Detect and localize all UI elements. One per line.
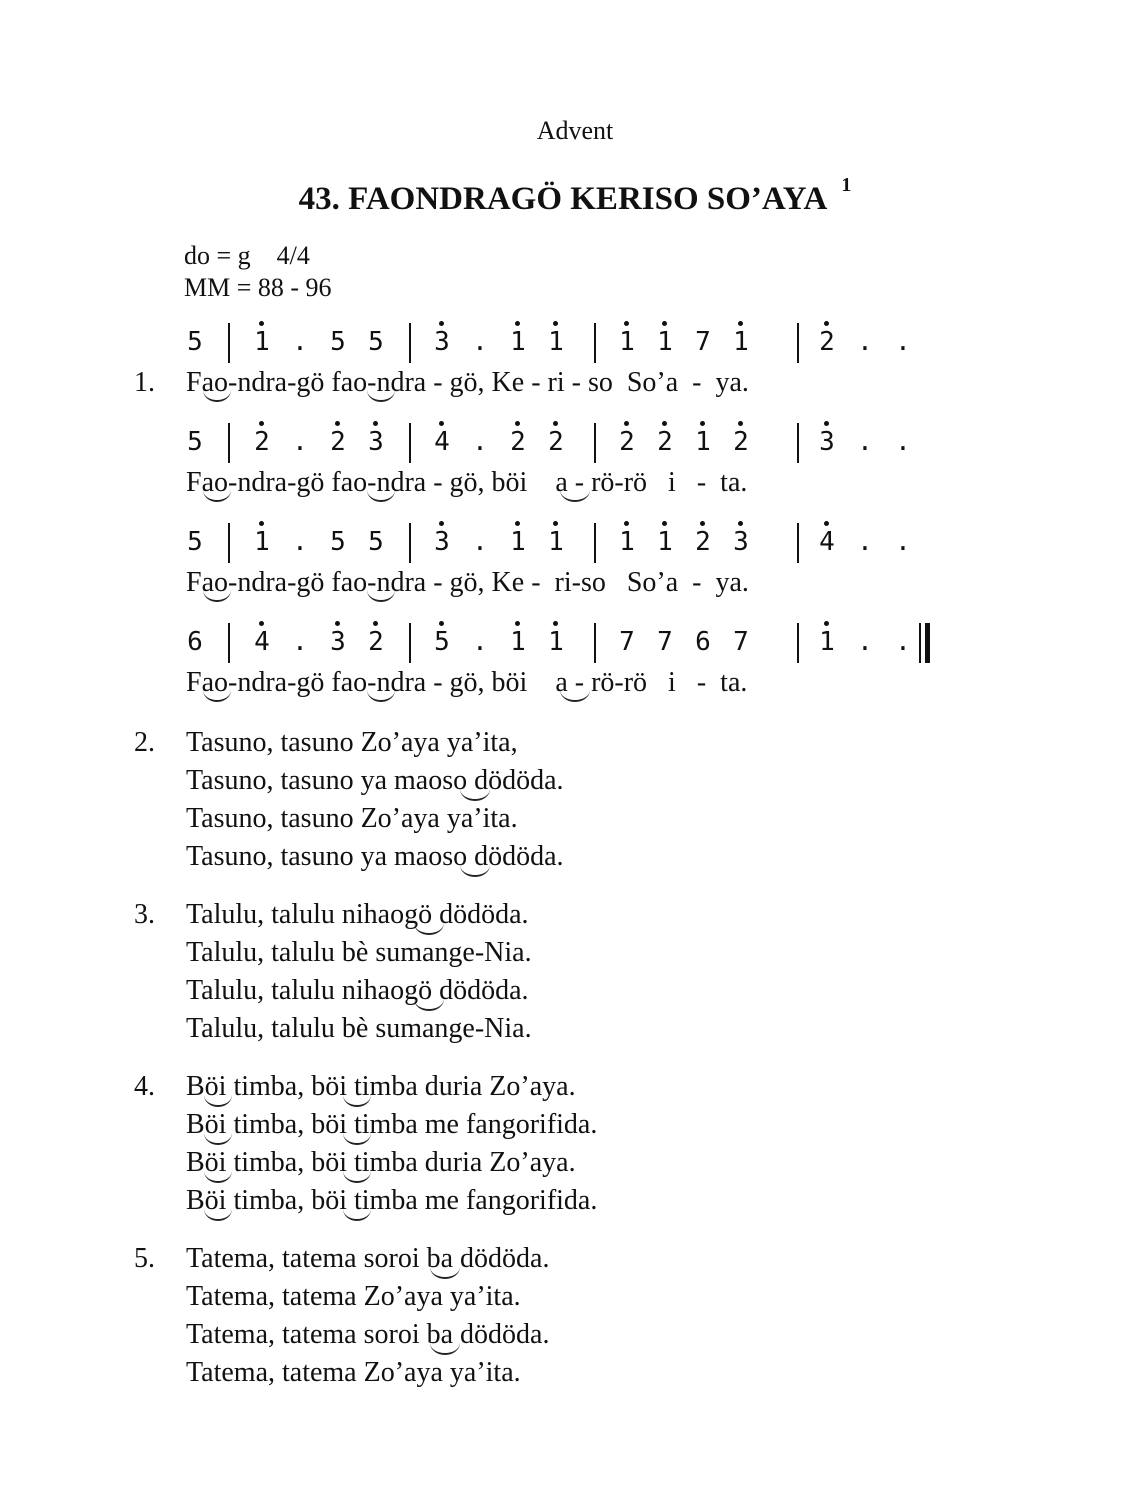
note-number: 7 <box>619 627 635 657</box>
note-number: 7 <box>733 627 749 657</box>
stanza-line: Tasuno, tasuno Zo’aya ya’ita. <box>186 803 518 834</box>
octave-dot <box>373 421 378 426</box>
octave-dot <box>515 621 520 626</box>
note-number: 1 <box>506 627 530 657</box>
note-dot-extension: . <box>895 327 911 357</box>
note-number: 1 <box>250 327 274 357</box>
note-number: 6 <box>187 627 203 657</box>
stanza-line: Böi timba, böi timba duria Zo’aya. <box>186 1147 576 1178</box>
octave-dot <box>824 521 829 526</box>
note-number: 7 <box>695 327 711 357</box>
note-number: 2 <box>364 627 388 657</box>
stanza-line: Böi timba, böi timba me fangorifida. <box>186 1185 598 1216</box>
octave-dot <box>335 621 340 626</box>
bar-line <box>409 423 411 463</box>
note-number: 1 <box>691 427 715 457</box>
note-number: 5 <box>187 427 203 457</box>
octave-dot <box>624 521 629 526</box>
octave-dot <box>553 521 558 526</box>
octave-dot <box>259 521 264 526</box>
octave-dot <box>259 321 264 326</box>
stanza-line: Talulu, talulu nihaogö dödöda. <box>186 975 529 1006</box>
note-number: 2 <box>815 327 839 357</box>
note-number: 2 <box>691 527 715 557</box>
stanza-line: Tasuno, tasuno ya maoso dödöda. <box>186 765 564 796</box>
octave-dot <box>515 421 520 426</box>
bar-line <box>228 523 230 563</box>
verse-number: 5. <box>134 1243 155 1274</box>
note-number: 5 <box>368 327 384 357</box>
stanza-line: Talulu, talulu bè sumange-Nia. <box>186 937 532 968</box>
note-number: 1 <box>506 527 530 557</box>
note-dot-extension: . <box>292 627 308 657</box>
key-signature: do = g <box>184 241 251 270</box>
note-number: 3 <box>815 427 839 457</box>
footnote-marker: 1 <box>841 174 852 196</box>
stanza-line: Tasuno, tasuno ya maoso dödöda. <box>186 841 564 872</box>
stanza-line: Tasuno, tasuno Zo’aya ya’ita, <box>186 727 518 758</box>
octave-dot <box>515 321 520 326</box>
stanza-line: Tatema, tatema soroi ba dödöda. <box>186 1319 550 1350</box>
stanza-line: Böi timba, böi timba me fangorifida. <box>186 1109 598 1140</box>
note-number: 1 <box>544 627 568 657</box>
note-dot-extension: . <box>292 427 308 457</box>
stanza-line: Tatema, tatema soroi ba dödöda. <box>186 1243 550 1274</box>
note-dot-extension: . <box>292 527 308 557</box>
note-number: 1 <box>615 327 639 357</box>
note-dot-extension: . <box>857 527 873 557</box>
bar-line <box>409 323 411 363</box>
note-number: 1 <box>615 527 639 557</box>
note-dot-extension: . <box>472 527 488 557</box>
note-number: 5 <box>330 327 346 357</box>
section-heading: Advent <box>536 116 614 145</box>
note-number: 2 <box>506 427 530 457</box>
note-number: 1 <box>729 327 753 357</box>
verse-number: 1. <box>134 367 155 398</box>
note-number: 3 <box>430 327 454 357</box>
note-number: 4 <box>250 627 274 657</box>
octave-dot <box>624 321 629 326</box>
octave-dot <box>439 621 444 626</box>
bar-line <box>409 623 411 663</box>
octave-dot <box>738 421 743 426</box>
note-number: 4 <box>430 427 454 457</box>
note-dot-extension: . <box>292 327 308 357</box>
note-dot-extension: . <box>472 327 488 357</box>
hymn-title-text: 43. FAONDRAGÖ KERISO SO’AYA <box>298 181 828 217</box>
note-number: 2 <box>729 427 753 457</box>
octave-dot <box>662 521 667 526</box>
bar-line <box>594 523 596 563</box>
octave-dot <box>824 421 829 426</box>
note-number: 6 <box>695 627 711 657</box>
bar-line <box>409 523 411 563</box>
stanza-line: Talulu, talulu nihaogö dödöda. <box>186 899 529 930</box>
octave-dot <box>700 521 705 526</box>
stanza-line: Tatema, tatema Zo’aya ya’ita. <box>186 1357 521 1388</box>
octave-dot <box>662 421 667 426</box>
octave-dot <box>373 621 378 626</box>
note-dot-extension: . <box>472 627 488 657</box>
octave-dot <box>259 621 264 626</box>
bar-line <box>797 423 799 463</box>
note-number: 5 <box>368 527 384 557</box>
note-dot-extension: . <box>895 627 911 657</box>
lyric-line: Fao-ndra-gö fao-ndra - gö, Ke - ri - so So’a - ya. <box>186 367 749 398</box>
octave-dot <box>259 421 264 426</box>
octave-dot <box>553 321 558 326</box>
lyric-line: Fao-ndra-gö fao-ndra - gö, böi a - rö-rö i - ta. <box>186 467 748 498</box>
octave-dot <box>439 521 444 526</box>
stanza-line: Böi timba, böi timba duria Zo’aya. <box>186 1071 576 1102</box>
note-number: 5 <box>187 327 203 357</box>
bar-line <box>594 423 596 463</box>
note-number: 2 <box>250 427 274 457</box>
octave-dot <box>738 521 743 526</box>
note-number: 5 <box>330 527 346 557</box>
bar-line <box>797 323 799 363</box>
bar-line <box>228 623 230 663</box>
note-number: 1 <box>653 327 677 357</box>
note-number: 3 <box>326 627 350 657</box>
octave-dot <box>662 321 667 326</box>
octave-dot <box>824 621 829 626</box>
note-number: 7 <box>657 627 673 657</box>
note-number: 1 <box>815 627 839 657</box>
octave-dot <box>700 421 705 426</box>
octave-dot <box>335 421 340 426</box>
octave-dot <box>824 321 829 326</box>
bar-line <box>594 323 596 363</box>
note-dot-extension: . <box>857 327 873 357</box>
note-number: 4 <box>815 527 839 557</box>
note-dot-extension: . <box>472 427 488 457</box>
note-dot-extension: . <box>857 627 873 657</box>
octave-dot <box>553 421 558 426</box>
bar-line <box>797 623 799 663</box>
octave-dot <box>553 621 558 626</box>
note-number: 1 <box>544 327 568 357</box>
verse-number: 3. <box>134 899 155 930</box>
bar-line <box>594 623 596 663</box>
octave-dot <box>624 421 629 426</box>
note-number: 1 <box>544 527 568 557</box>
note-dot-extension: . <box>895 527 911 557</box>
stanza-line: Talulu, talulu bè sumange-Nia. <box>186 1013 532 1044</box>
note-number: 3 <box>430 527 454 557</box>
octave-dot <box>439 421 444 426</box>
note-number: 1 <box>653 527 677 557</box>
note-number: 2 <box>615 427 639 457</box>
note-dot-extension: . <box>857 427 873 457</box>
tempo-marking: MM = 88 - 96 <box>184 273 332 302</box>
lyric-line: Fao-ndra-gö fao-ndra - gö, böi a - rö-rö i - ta. <box>186 667 748 698</box>
bar-line <box>228 423 230 463</box>
octave-dot <box>439 321 444 326</box>
note-number: 3 <box>729 527 753 557</box>
note-number: 5 <box>187 527 203 557</box>
stanza-line: Tatema, tatema Zo’aya ya’ita. <box>186 1281 521 1312</box>
final-bar-thick <box>925 623 930 663</box>
note-number: 2 <box>653 427 677 457</box>
lyric-line: Fao-ndra-gö fao-ndra - gö, Ke - ri-so So’a - ya. <box>186 567 749 598</box>
bar-line <box>228 323 230 363</box>
octave-dot <box>738 321 743 326</box>
octave-dot <box>515 521 520 526</box>
bar-line <box>797 523 799 563</box>
time-signature: 4/4 <box>276 241 310 270</box>
note-number: 3 <box>364 427 388 457</box>
note-number: 5 <box>430 627 454 657</box>
note-number: 2 <box>544 427 568 457</box>
note-number: 1 <box>250 527 274 557</box>
verse-number: 4. <box>134 1071 155 1102</box>
note-dot-extension: . <box>895 427 911 457</box>
note-number: 2 <box>326 427 350 457</box>
note-number: 1 <box>506 327 530 357</box>
verse-number: 2. <box>134 727 155 758</box>
final-bar-thin <box>919 623 921 663</box>
